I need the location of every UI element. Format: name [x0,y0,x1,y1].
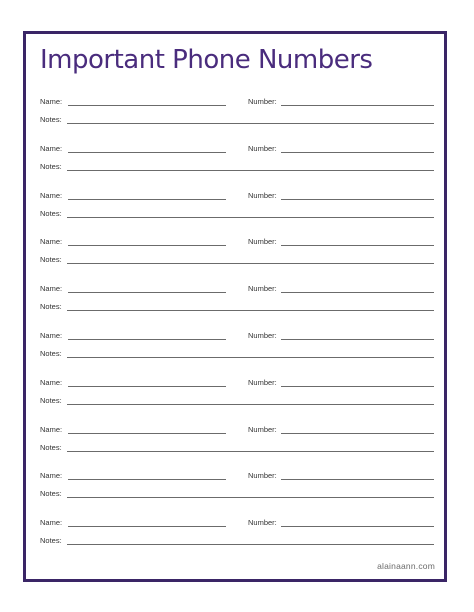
number-field[interactable] [281,292,434,293]
name-field[interactable] [68,526,226,527]
name-label: Name: [40,518,63,527]
notes-label: Notes: [40,162,62,171]
number-label: Number: [248,425,277,434]
notes-field[interactable] [67,170,434,171]
notes-label: Notes: [40,536,62,545]
number-label: Number: [248,191,277,200]
number-field[interactable] [281,526,434,527]
name-field[interactable] [68,199,226,200]
notes-label: Notes: [40,396,62,405]
number-label: Number: [248,284,277,293]
number-field[interactable] [281,105,434,106]
name-field[interactable] [68,339,226,340]
number-label: Number: [248,237,277,246]
notes-field[interactable] [67,497,434,498]
name-label: Name: [40,471,63,480]
name-field[interactable] [68,433,226,434]
number-label: Number: [248,378,277,387]
number-field[interactable] [281,245,434,246]
notes-label: Notes: [40,302,62,311]
number-field[interactable] [281,479,434,480]
notes-label: Notes: [40,443,62,452]
name-field[interactable] [68,479,226,480]
notes-label: Notes: [40,255,62,264]
notes-label: Notes: [40,349,62,358]
name-field[interactable] [68,292,226,293]
name-label: Name: [40,378,63,387]
number-label: Number: [248,97,277,106]
notes-field[interactable] [67,310,434,311]
name-label: Name: [40,191,63,200]
name-label: Name: [40,97,63,106]
number-field[interactable] [281,199,434,200]
notes-label: Notes: [40,115,62,124]
number-field[interactable] [281,433,434,434]
number-label: Number: [248,518,277,527]
notes-field[interactable] [67,217,434,218]
name-field[interactable] [68,105,226,106]
name-field[interactable] [68,245,226,246]
name-label: Name: [40,237,63,246]
notes-field[interactable] [67,357,434,358]
number-label: Number: [248,331,277,340]
name-field[interactable] [68,386,226,387]
number-label: Number: [248,144,277,153]
notes-field[interactable] [67,404,434,405]
notes-field[interactable] [67,263,434,264]
name-label: Name: [40,284,63,293]
number-field[interactable] [281,152,434,153]
name-field[interactable] [68,152,226,153]
number-field[interactable] [281,339,434,340]
notes-label: Notes: [40,489,62,498]
number-field[interactable] [281,386,434,387]
notes-label: Notes: [40,209,62,218]
name-label: Name: [40,144,63,153]
website-footer: alainaann.com [377,561,435,571]
notes-field[interactable] [67,123,434,124]
number-label: Number: [248,471,277,480]
page-title: Important Phone Numbers [40,45,373,75]
notes-field[interactable] [67,544,434,545]
name-label: Name: [40,425,63,434]
notes-field[interactable] [67,451,434,452]
name-label: Name: [40,331,63,340]
